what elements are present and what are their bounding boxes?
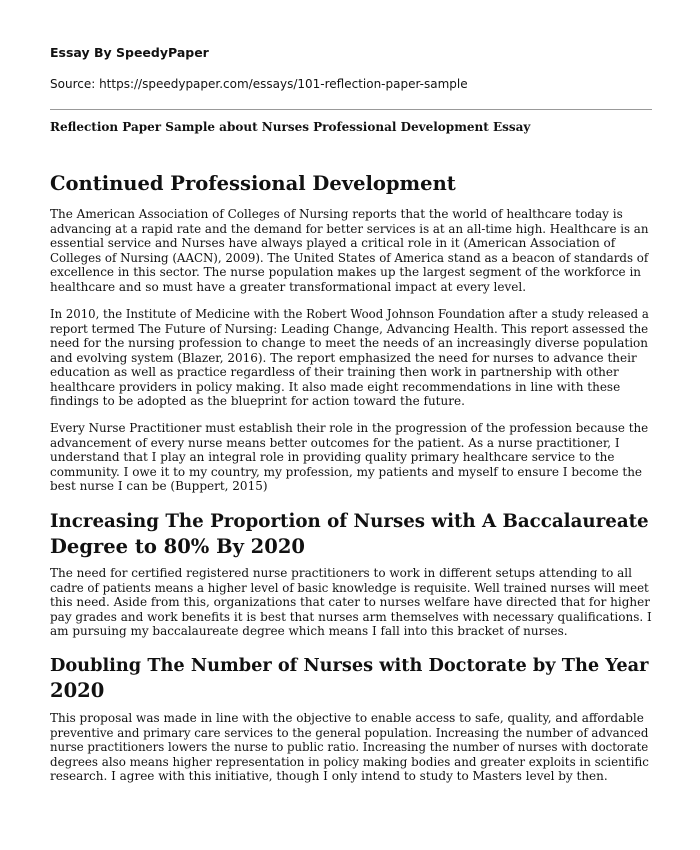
heading-line: 2020 [50,679,105,702]
text-line: pay grades and work benefits it is best that nurses arm themselves with necessary qualifications. I [50,609,652,624]
text-line: advancing at a rapid rate and the demand for better services is at an all-time high. Healthcare is an [50,221,649,236]
section-heading-continued-development [50,171,652,196]
text-line: The American Association of Colleges of Nursing reports that the world of healthcare today is [50,207,623,221]
text-line: healthcare and so must have a greater transformational impact at every level. [50,279,527,294]
text-line: This proposal was made in line with the objective to enable access to safe, quality, and affordable [50,711,644,725]
text-line: Every Nurse Practitioner must establish their role in the progression of the profession because the [50,421,649,435]
text-line: and evolving system (Blazer, 2016). The report emphasized the need for nurses to advance their [50,350,637,365]
paragraph-doctorate [50,711,652,784]
text-line: In 2010, the Institute of Medicine with the Robert Wood Johnson Foundation after a study released a [50,307,649,321]
heading-line: Degree to 80% By 2020 [50,535,305,558]
text-line: advancement of every nurse means better outcomes for the patient. As a nurse practitioner, I [50,435,620,450]
paragraph-aacn [50,207,652,294]
text-line: need for the nursing profession to change to meet the needs of an increasingly diverse population [50,336,648,350]
section-heading-doctorate [50,653,652,703]
source-url: Source: https://speedypaper.com/essays/101-reflection-paper-sample [50,77,468,91]
text-line: education as well as practice regardless of their training then work in partnership with other [50,365,619,379]
text-line: cadre of patients means a higher level of basic knowledge is requisite. Well trained nurses will meet [50,580,649,595]
header-divider [50,109,652,110]
heading-line: Continued Professional Development [50,172,456,195]
text-line: report termed The Future of Nursing: Leading Change, Advancing Health. This report assessed the [50,321,649,336]
text-line: understand that I play an integral role in providing quality primary healthcare service to the [50,450,615,464]
text-line: degrees also means higher representation in policy making bodies and greater exploits in scientific [50,754,649,769]
text-line: essential service and Nurses have always played a critical role in it (American Association of [50,236,616,250]
text-line: this need. Aside from this, organizations that cater to nurses welfare have directed that for higher [50,595,650,609]
text-line: nurse practitioners lowers the nurse to public ratio. Increasing the number of nurses with doctorate [50,740,649,754]
section-heading-baccalaureate [50,509,652,559]
text-line: preventive and primary care services to the general population. Increasing the number of advanced [50,725,649,740]
text-line: am pursuing my baccalaureate degree which means I fall into this bracket of nurses. [50,624,568,638]
paragraph-nurse-practitioner-role [50,421,652,494]
heading-line: Increasing The Proportion of Nurses with A Baccalaureate [50,511,649,532]
text-line: The need for certified registered nurse practitioners to work in different setups attending to all [50,566,632,580]
text-line: best nurse I can be (Buppert, 2015) [50,479,268,493]
brand-title: Essay By SpeedyPaper [50,45,209,60]
text-line: community. I owe it to my country, my profession, my patients and myself to ensure I become the [50,464,643,479]
heading-line: Doubling The Number of Nurses with Doctorate by The Year [50,655,649,676]
text-line: healthcare providers in policy making. It also made eight recommendations in line with these [50,379,621,394]
paragraph-institute-of-medicine [50,307,652,409]
text-line: Colleges of Nursing (AACN), 2009). The United States of America stand as a beacon of standards of [50,250,649,265]
text-line: excellence in this sector. The nurse population makes up the largest segment of the workforce in [50,265,642,279]
document-title: Reflection Paper Sample about Nurses Professional Development Essay [50,120,531,134]
text-line: research. I agree with this initiative, though I only intend to study to Masters level by then. [50,769,608,783]
paragraph-baccalaureate [50,566,652,639]
text-line: findings to be adopted as the blueprint for action toward the future. [50,394,465,408]
